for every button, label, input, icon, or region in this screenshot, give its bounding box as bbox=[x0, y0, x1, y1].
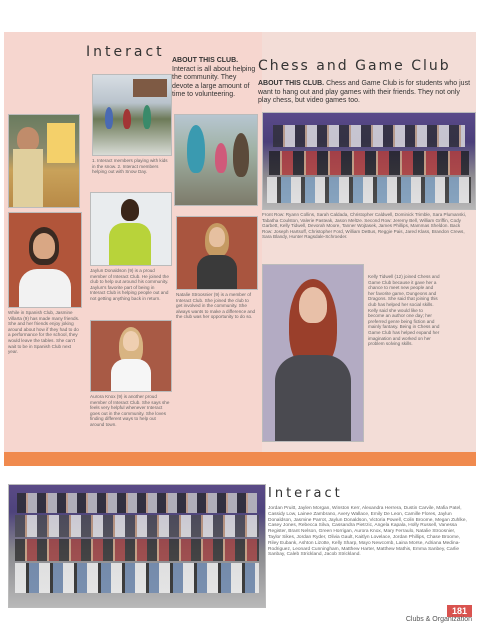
jasmine-portrait bbox=[8, 212, 82, 308]
chess-roster: Front Row: Ryann Collins, Sarah Caldada, Christopher Caldwell, Dominick Trimble, Sara Plumanski, Tabatha Coulston, Valerie Pasteak, Jason Meltze. Second Row: Jeremy Bell, William Griffin, Cody Garbett, Kelly Tidwell, Devorah Moore, Tanner Wojtasek, James Phillips, Mammas Sheldon. Back Row: Joseph Hartsoff, Christopher Ford, William DeBus, Reggie Pais, Jared Klass, Brandon Crews, Sara Blandy, Hunter Ragsdale-Schroeder. bbox=[262, 212, 466, 240]
interact-about-label: ABOUT THIS CLUB. bbox=[172, 57, 239, 64]
jaylun-portrait bbox=[90, 192, 172, 266]
interact-photo-snow bbox=[92, 74, 172, 156]
jaylun-caption: Jaylun Donaldson (9) is a proud member of Interact Club. He joined the club to help out around his community. Jaylun's favorite part of being in Interact Club is helping people out and not getting anything back in return. bbox=[90, 268, 169, 301]
chess-about-label: ABOUT THIS CLUB. bbox=[258, 80, 325, 87]
interact-about bbox=[172, 57, 258, 100]
section-label: Clubs & Organization bbox=[405, 616, 472, 623]
kelly-caption: Kelly Tidwell (12) joined Chess and Game Club because it gave her a chance to meet new people and her favorite game, Dungeons and Dragons. She said that joining this club has helped her social skills. Kelly said she would like to become an author one day; her preferred genre being fiction and mainly fantasy. Being in Chess and Game Club has helped expand her imagination and worked on her problem solving skills. bbox=[368, 274, 440, 347]
natalie-portrait bbox=[176, 216, 258, 290]
page-number: 181 bbox=[447, 605, 472, 617]
interact-about-text: Interact is all about helping the community. They devote a large amount of time to volunteering. bbox=[172, 65, 256, 98]
interact-photo-caption: 1. Interact members playing with kids in the snow. 2. Interact members helping out with Snow Day. bbox=[92, 158, 168, 175]
aurora-portrait bbox=[90, 320, 172, 392]
orange-divider bbox=[4, 452, 476, 466]
interact-photo-teacher bbox=[8, 114, 80, 208]
chess-title: Chess and Game Club bbox=[258, 58, 451, 74]
chess-group-photo bbox=[262, 112, 476, 210]
chess-about-text: Chess and Game Club is for students who just want to hang out and play games with their friends. They not only play chess, but video games too. bbox=[258, 80, 471, 104]
chess-about bbox=[258, 80, 472, 106]
jasmine-caption: While in Spanish Club, Jasmine Villarta (9) has made many friends. She and her friends enjoy joking around about how if they had to do a performance for the school, they would leave the tables. She can't wait to be in Spanish Club next year. bbox=[8, 310, 80, 355]
aurora-caption: Aurora Knox (9) is another proud member of Interact Club. She says she feels very helpful whenever Interact goes out in the community. She loves finding different ways to help out around town. bbox=[90, 394, 170, 427]
interact-group-title: Interact bbox=[268, 486, 343, 501]
interact-title: Interact bbox=[86, 44, 165, 60]
interact-photo-volunteer bbox=[174, 114, 258, 206]
natalie-caption: Natalie Stroosnier (9) is a member of Interact Club. She joined the club to get involved in the community. She always wants to make a difference and the club was her opportunity to do so. bbox=[176, 292, 256, 320]
interact-group-roster: Jordan Pruitt, Jaylen Morgan, Winston Kerr, Alexandra Herrera, Dustin Carvile, Mafia Patel, Cassidy Low, Lainee Zambrano, Avery Wallace, Emily De Leon, Camille Flores, Jaylun Donaldson, Jasmine Parrot, Jaylun Donaldson, Victoria Powell, Colin Broome, Megan Zuhlke, Casey Jones, Rebecca Silva, Cassandra Pietrzic, Angela Kapala, Holly Russell, Vanessa Register, Brant Nelson, Green Horrigan, Aurora Knox, Mary Ferraulo, Natalie Stroosnier, Taylor Sikes, Jordan Ryder, Olivia Gault, Kaitlyn Lovelace, Jordan Phillips, Chase Broome, Riley Eubank, Ashton Lizotte, Kelly Sharp, Mayo Newcomb, Laina Morse, Adriana Medina-Rodriguez, Leonard Cunningham, Matthew Harter, Matthew Mathis, Emma Sanbey, Carlie Sanbay, Caleb Strickland, Jacob Strickland. bbox=[268, 506, 467, 558]
interact-group-photo bbox=[8, 484, 266, 608]
kelly-portrait bbox=[262, 264, 364, 442]
